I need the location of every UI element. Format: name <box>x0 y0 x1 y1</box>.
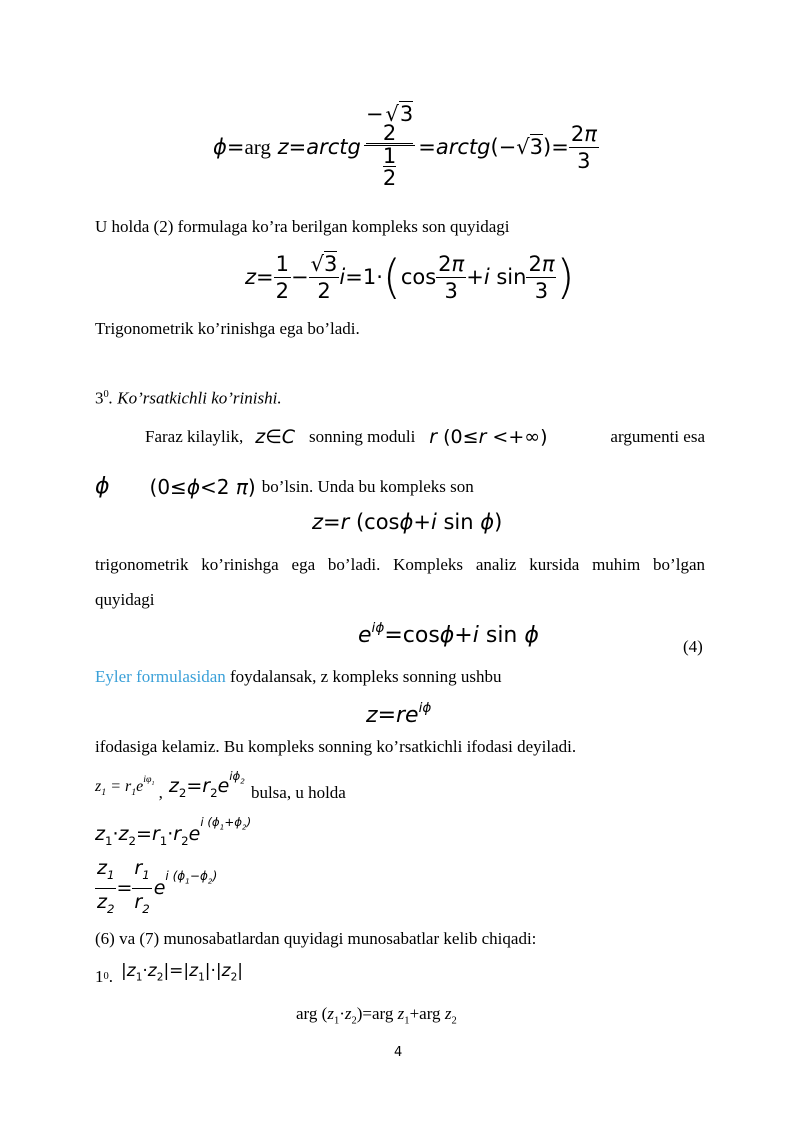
equation-quotient: $\frac{z_1}{z_2}$ = $\frac{r_1}{r_2}$ e $^{i (\phi_1 -\phi_2 )}$ <box>97 856 218 916</box>
equation-product: $z_1\cdot z_2=r_1\cdot r_2e^{i (\phi_1+\phi_2)}$ <box>95 815 252 848</box>
equation-exp-form: $z=re^{i\phi}$ <box>366 700 432 728</box>
paragraph-trig-analysis: trigonometrik ko’rinishga ega bo’ladi. Kompleks analiz kursida muhim bo’lgan quyidagi <box>95 555 705 609</box>
item-1: 1 0 . $|z_1\cdot z_2|=|z_1|\cdot|z_2|$ <box>95 960 244 986</box>
intro-line-2: ϕ (0≤ϕ<2 π) bo’lsin. Unda bu kompleks son <box>95 474 474 499</box>
paragraph-trig: Trigonometrik ko’rinishga ega bo’ladi. <box>95 319 360 338</box>
paragraph-exp: ifodasiga kelamiz. Bu kompleks sonning ko’rsatkichli ifodasi deyiladi. <box>95 737 577 756</box>
equation-number: (4) <box>683 637 703 656</box>
paragraph-intro: U holda (2) formulaga ko’ra berilgan kompleks son quyidagi <box>95 217 510 236</box>
equation-polar: z=r (cosϕ+i sin ϕ) <box>312 510 503 534</box>
page-number: 4 <box>394 1045 403 1060</box>
equation-trig-form: z = $\frac{1}{2}$ − $\frac{√3}{2}$ i =1· ( cos $\frac{2\pi}{3}$ + i sin $\frac{2\pi}{3}$ ) <box>245 250 575 304</box>
intro-line-1: Faraz kilaylik, z∈C sonning moduli r (0≤r <+∞) argumenti esa <box>145 426 705 448</box>
paragraph-euler: Eyler formulasidan foydalansak, z kompleks sonning ushbu <box>95 667 502 686</box>
euler-formula-link[interactable]: Eyler formulasidan <box>95 667 226 686</box>
equation-arg: ϕ = arg z = arctg −√3 2 $\frac{1}{2}$ = arctg (−√3)= $\frac{2\pi}{3}$ <box>213 101 597 190</box>
paragraph-relations: (6) va (7) munosabatlardan quyidagi munosabatlar kelib chiqadi: <box>95 929 537 948</box>
section-heading: $3^0$. Ko’rsatkichli ko’rinishi. <box>95 388 282 408</box>
z1-z2-definition: $z_1 = r_1e^{i\varphi_1}$ , $z_2=r_2e^{i\phi_2}$ bulsa, u holda <box>95 769 346 802</box>
equation-euler: $e^{i\phi}=\cos\phi+i$ sin ϕ <box>358 620 539 648</box>
equation-arg-relation: arg $(z_1\cdot z_2)=arg$ $z_1+arg$ $z_2$ <box>296 1004 457 1027</box>
